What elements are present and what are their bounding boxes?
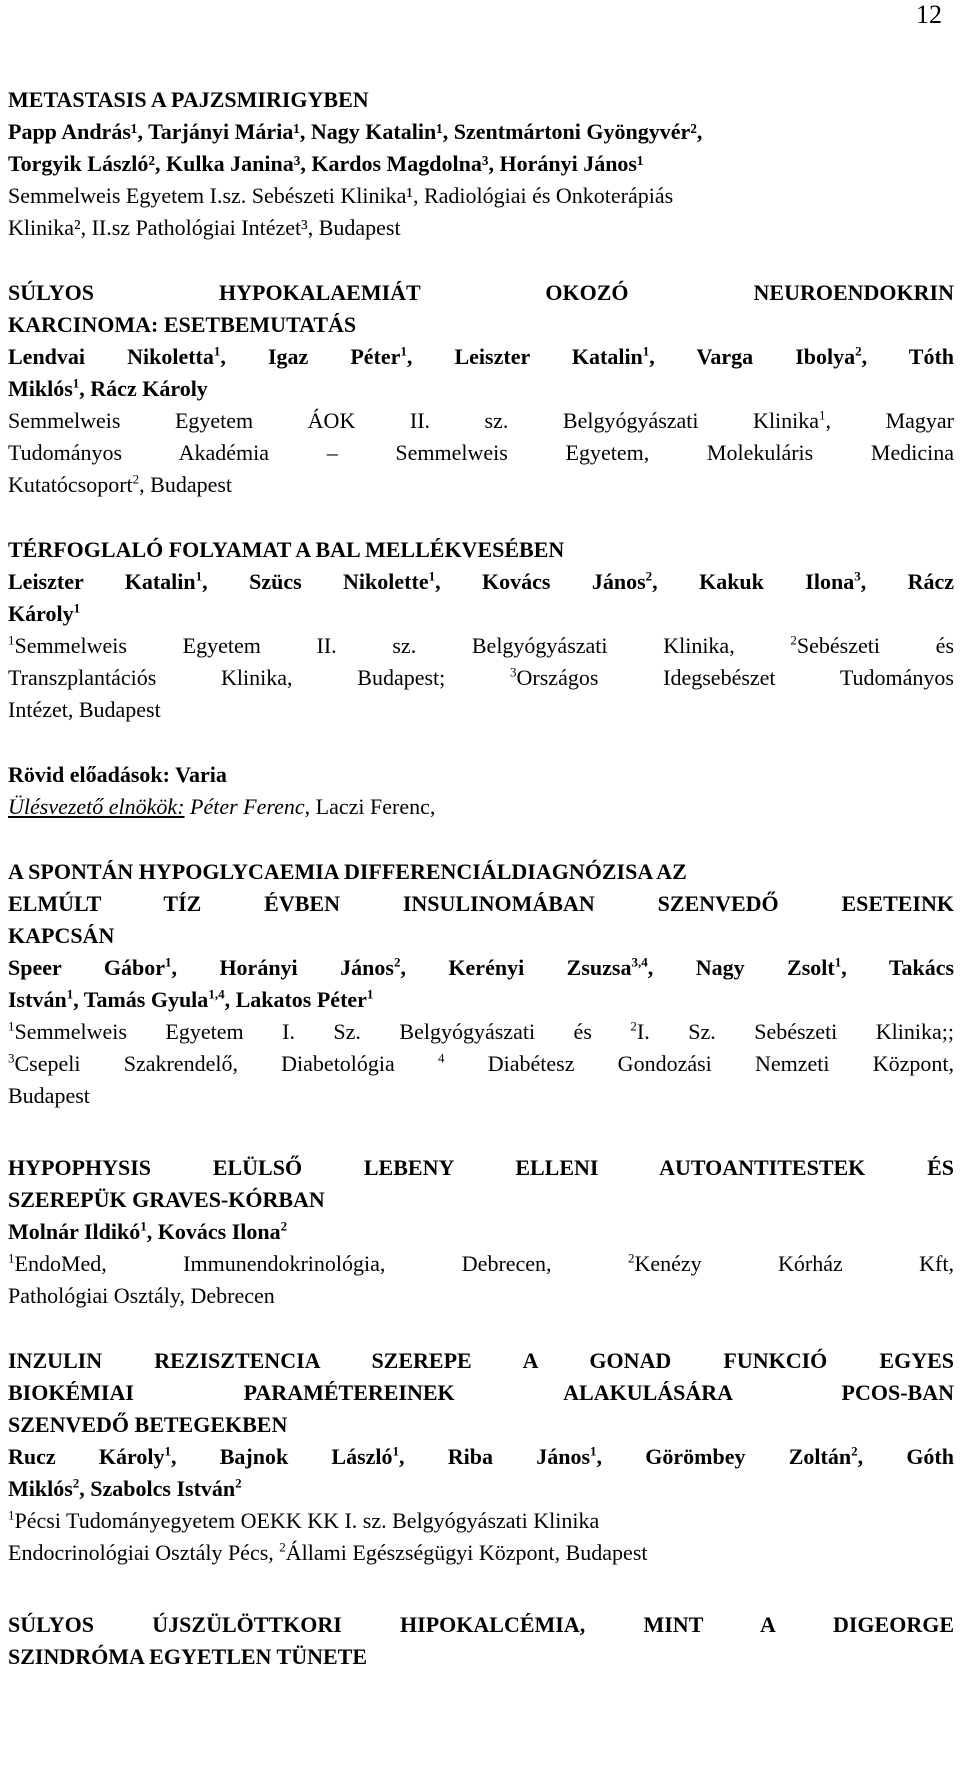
abstract-4 — [8, 856, 954, 1112]
abstract-title: KARCINOMA: ESETBEMUTATÁS — [8, 312, 357, 337]
abstract-title: KAPCSÁN — [8, 923, 115, 948]
author-list: Torgyik László², Kulka Janina³, Kardos Magdolna³, Horányi János¹ — [8, 151, 644, 176]
affiliation: Transzplantációs Klinika, Budapest; $^3$Országos Idegsebészet Tudományos — [8, 664, 954, 690]
affiliation: $^1$Pécsi Tudományegyetem OEKK KK I. sz. Belgyógyászati Klinika — [8, 1507, 600, 1533]
abstract-6 — [8, 1345, 954, 1569]
abstract-title: SZENVEDŐ BETEGEKBEN — [8, 1412, 288, 1437]
author-list: István$^1$, Tamás Gyula$^{1,4}$, Lakatos Péter$^1$ — [8, 986, 374, 1012]
author-list: Papp András¹, Tarjányi Mária¹, Nagy Katalin¹, Szentmártoni Gyöngyvér², — [8, 119, 703, 144]
author-affil-sup: 1 — [72, 375, 80, 391]
abstract-title: INZULIN REZISZTENCIA SZEREPE A GONAD FUNKCIÓ EGYES — [8, 1348, 954, 1373]
abstract-title: SÚLYOS ÚJSZÜLÖTTKORI HIPOKALCÉMIA, MINT A DIGEORGE — [8, 1612, 954, 1637]
author-name: Igaz Péter — [267, 344, 401, 369]
author-affil-sup: 1 — [400, 343, 407, 359]
affiliation: Semmelweis Egyetem ÁOK II. sz. Belgyógyászati Klinika$^1$, Magyar — [8, 407, 954, 433]
abstract-7 — [8, 1609, 954, 1673]
affiliation: $^3$Csepeli Szakrendelő, Diabetológia $^4$ Diabétesz Gondozási Nemzeti Központ, — [8, 1050, 954, 1076]
affiliation: Kutatócsoport$^2$, Budapest — [8, 471, 233, 497]
author-name: Lendvai Nikoletta — [8, 344, 214, 369]
abstract-title: SÚLYOS HYPOKALAEMIÁT OKOZÓ NEUROENDOKRIN — [8, 280, 954, 305]
abstract-5 — [8, 1152, 954, 1312]
abstract-title: HYPOPHYSIS ELÜLSŐ LEBENY ELLENI AUTOANTITESTEK ÉS — [8, 1155, 954, 1180]
author-name: Leiszter Katalin — [454, 344, 643, 369]
session-heading — [8, 759, 954, 823]
page-number: 12 — [916, 0, 942, 29]
affiliation: Budapest — [8, 1083, 90, 1108]
affiliation: Endocrinológiai Osztály Pécs, $^2$Állami Egészségügyi Központ, Budapest — [8, 1539, 648, 1565]
session-title: Rövid előadások: Varia — [8, 762, 227, 787]
author-list: Miklós$^1$, Rácz Károly — [8, 375, 208, 401]
affiliation: Tudományos Akadémia – Semmelweis Egyetem, Molekuláris Medicina — [8, 440, 954, 465]
abstract-title: SZEREPÜK GRAVES-KÓRBAN — [8, 1187, 325, 1212]
affiliation: Semmelweis Egyetem I.sz. Sebészeti Klinika¹, Radiológiai és Onkoterápiás — [8, 183, 674, 208]
abstract-title: BIOKÉMIAI PARAMÉTEREINEK ALAKULÁSÁRA PCOS-BAN — [8, 1380, 954, 1405]
affiliation: Klinika², II.sz Pathológiai Intézet³, Budapest — [8, 215, 401, 240]
author-list: Speer Gábor$^1$, Horányi János$^2$, Kerényi Zsuzsa$^{3,4}$, Nagy Zsolt$^1$, Takács — [8, 954, 955, 980]
affiliation: $^1$EndoMed, Immunendokrinológia, Debrecen, $^2$Kenézy Kórház Kft, — [8, 1250, 954, 1276]
abstract-3 — [8, 534, 954, 726]
affiliation: Pathológiai Osztály, Debrecen — [8, 1283, 275, 1308]
author-list: Lendvai Nikoletta$^1$, Igaz Péter$^1$, Leiszter Katalin$^1$, Varga Ibolya$^2$, Tóth — [8, 343, 955, 369]
affiliation: $^1$Semmelweis Egyetem I. Sz. Belgyógyászati és $^2$I. Sz. Sebészeti Klinika;; — [8, 1018, 955, 1044]
author-list: Károly$^1$ — [8, 600, 81, 626]
author-affil-sup: 1 — [642, 343, 650, 359]
author-name: Rácz Károly — [90, 376, 208, 401]
session-chairs: Ülésvezető elnökök: Péter Ferenc, Laczi Ferenc, — [8, 794, 436, 819]
affiliation: $^1$Semmelweis Egyetem II. sz. Belgyógyászati Klinika, $^2$Sebészeti és — [8, 632, 955, 658]
author-list: Miklós$^2$, Szabolcs István$^2$ — [8, 1475, 242, 1501]
author-affil-sup: 1 — [213, 343, 221, 359]
author-list: Molnár Ildikó$^1$, Kovács Ilona$^2$ — [8, 1218, 288, 1244]
abstract-title: METASTASIS A PAJZSMIRIGYBEN — [8, 87, 369, 112]
affiliation: Intézet, Budapest — [8, 697, 161, 722]
author-affil-sup: 2 — [855, 343, 862, 359]
author-name: Varga Ibolya — [696, 344, 856, 369]
abstract-title: TÉRFOGLALÓ FOLYAMAT A BAL MELLÉKVESÉBEN — [8, 537, 565, 562]
author-list: Leiszter Katalin$^1$, Szücs Nikolette$^1$, Kovács János$^2$, Kakuk Ilona$^3$, Rácz — [8, 568, 955, 594]
abstract-2 — [8, 277, 954, 501]
document-body — [8, 84, 954, 1673]
abstract-1 — [8, 84, 954, 244]
abstract-title: A SPONTÁN HYPOGLYCAEMIA DIFFERENCIÁLDIAGNÓZISA AZ — [8, 859, 687, 884]
abstract-title: ELMÚLT TÍZ ÉVBEN INSULINOMÁBAN SZENVEDŐ ESETEINK — [8, 891, 954, 916]
abstract-title: SZINDRÓMA EGYETLEN TÜNETE — [8, 1644, 368, 1669]
author-list: Rucz Károly$^1$, Bajnok László$^1$, Riba János$^1$, Görömbey Zoltán$^2$, Góth — [8, 1443, 954, 1469]
